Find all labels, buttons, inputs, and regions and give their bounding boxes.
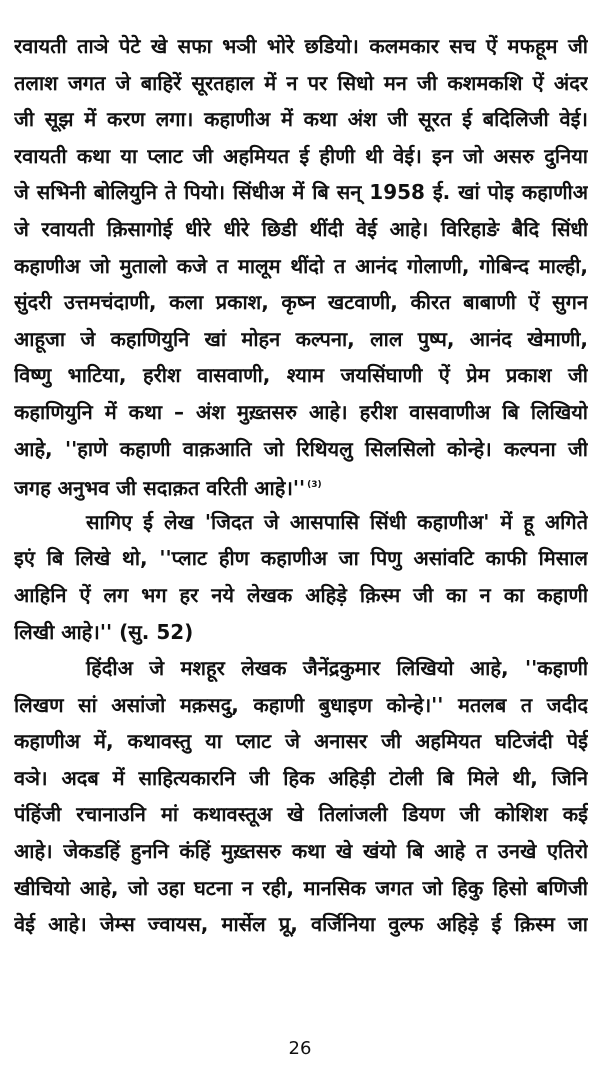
text-line: कहाणीअ में, कथावस्तु या प्लाट जे अनासर जी अहमियत घटिजंदी पेई <box>14 729 588 754</box>
text-line: तलाश जगत जे बाहिरें सूरतहाल में न पर सिधो मन जी कशमकशि ऐं अंदर <box>14 70 588 95</box>
text-line: रवायती कथा या प्लाट जी अहमियत ई हीणी थी वेई। इन जो असरु दुनिया <box>14 143 588 168</box>
text-line: आहिनि ऐं लग भग हर नये लेखक अहिड़े क़िस्म जी का न का कहाणी <box>14 582 588 607</box>
paragraph-first-line: सागिए ई लेख 'जिदत जे आसपासि सिंधी कहाणीअ' में हू अगिते <box>86 509 588 534</box>
text-line: रवायती ताञे पेटे खे सफा भञी भोरे छडियो। कलमकार सच ऐं मफहूम जी <box>14 34 588 58</box>
text-line: खीचियो आहे, जो उहा घटना न रही, मानसिक जगत जो हिकु हिसो बणिजी <box>14 875 588 900</box>
text-line: सुंदरी उत्तमचंदाणी, कला प्रकाश, कृष्न खटवाणी, कीरत बाबाणी ऐं सुगन <box>14 290 588 315</box>
text-line: विष्णु भाटिया, हरीश वासवाणी, श्याम जयसिंघाणी ऐं प्रेम प्रकाश जी <box>14 363 588 388</box>
body-text <box>14 28 588 943</box>
paragraph-first-line: हिंदीअ जे मशहूर लेखक जैनेंद्रकुमार लिखियो आहे, ''कहाणी <box>86 656 588 681</box>
text-line: कहाणियुनि में कथा – अंश मुख़्तसरु आहे। हरीश वासवाणीअ बि लिखियो <box>14 399 588 424</box>
text-line <box>14 467 588 504</box>
text-line: लिखण सां असांजो मक़सदु, कहाणी बुधाइण कोन्हे।'' मतलब त जदीद <box>14 692 588 717</box>
text-line: लिखी आहे।'' (सु. 52) <box>14 619 194 644</box>
text-line: आहे, ''हाणे कहाणी वाक़आति जो रिथियलु सिलसिलो कोन्हे। कल्पना जी <box>14 436 588 461</box>
text-line: वेई आहे। जेम्स ज्वायस, मार्सेल प्रू, वर्जिनिया वुल्फ अहिड़े ई क़िस्म जा <box>14 912 588 937</box>
text-line: जी सूझ में करण लगा। कहाणीअ में कथा अंश जी सूरत ई बदिलिजी वेई। <box>14 107 588 132</box>
text-line: जे सभिनी बोलियुनि ते पियो। सिंधीअ में बि सन् 1958 ई. खां पोइ कहाणीअ <box>14 180 588 205</box>
quote-end-text: जगह अनुभव जी सदाक़त वरिती आहे।'' <box>14 476 306 501</box>
text-line: आहे। जेकडहिं हुननि कंहिं मुख़्तसरु कथा खे खंयो बि आहे त उनखे एतिरो <box>14 839 588 864</box>
reference-mark: (3) <box>307 480 322 491</box>
text-line: जे रवायती क़िसागोई धीरे धीरे छिडी थींदी वेई आहे। विरिहाङे बैदि सिंधी <box>14 216 588 241</box>
text-line: आहूजा जे कहाणियुनि खां मोहन कल्पना, लाल पुष्प, आनंद खेमाणी, <box>14 326 588 351</box>
text-line: इएं बि लिखे थो, ''प्लाट हीण कहाणीअ जा पिणु असांवटि काफी मिसाल <box>14 546 588 571</box>
text-line: कहाणीअ जो मुतालो कजे त मालूम थींदो त आनंद गोलाणी, गोबिन्द माल्ही, <box>14 253 588 278</box>
text-line: वञे। अदब में साहित्यकारनि जी हिक अहिड़ी टोली बि मिले थी, जिनि <box>14 765 588 790</box>
page-number: 26 <box>288 1038 312 1059</box>
text-line: पंहिंजी रचानाउनि मां कथावस्तूअ खे तिलांजली डियण जी कोशिश कई <box>14 802 588 827</box>
